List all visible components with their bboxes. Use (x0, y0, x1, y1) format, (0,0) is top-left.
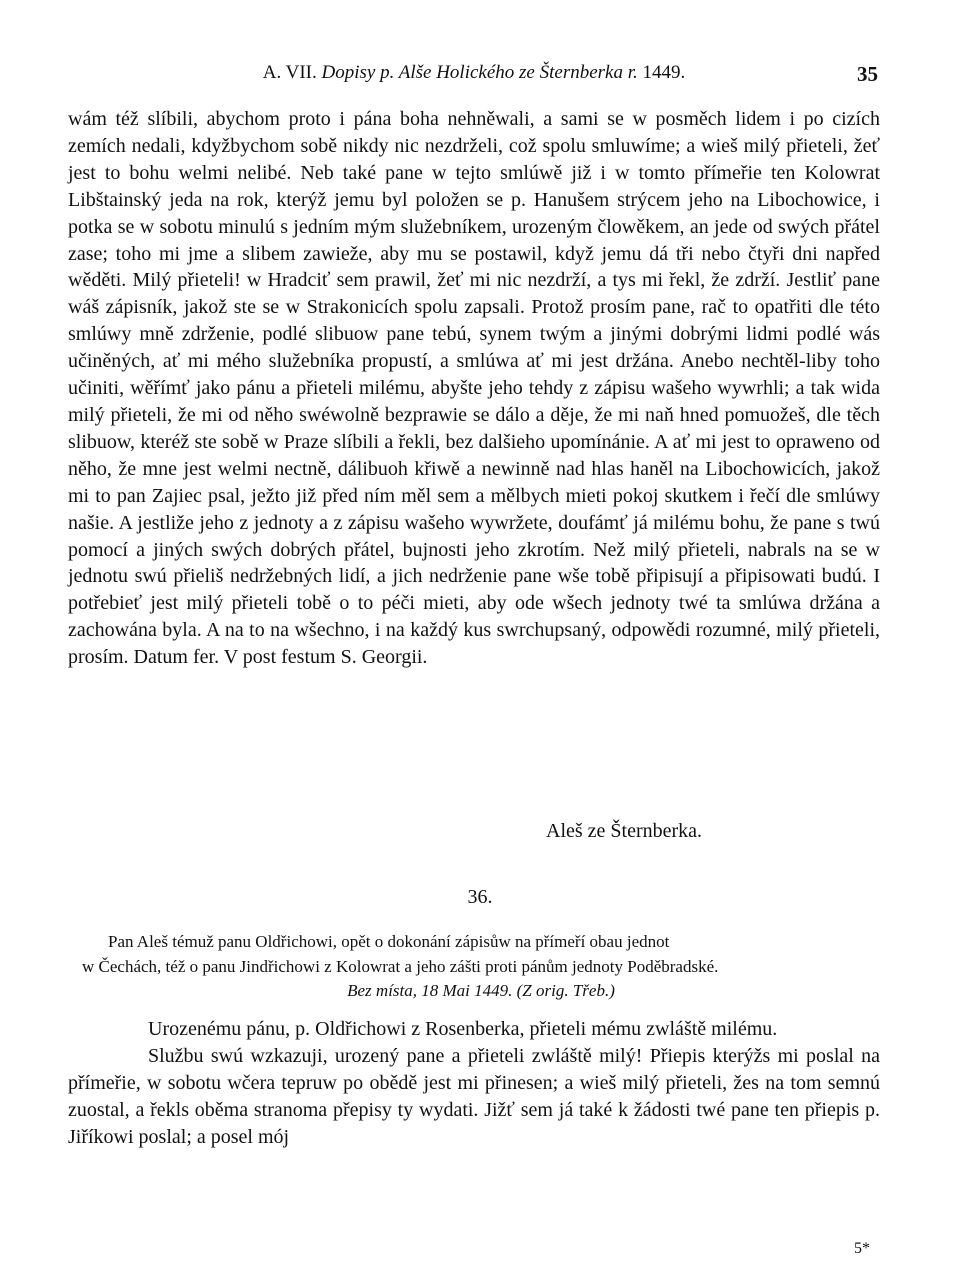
sheet-signature-mark: 5* (854, 1240, 870, 1257)
running-head (68, 62, 880, 92)
running-title-year: 1449. (642, 62, 686, 83)
regest-source: Bez místa, 18 Mai 1449. (Z orig. Třeb.) (347, 981, 615, 1001)
running-title (68, 62, 880, 84)
regest-line-1: Pan Aleš témuž panu Oldřichowi, opět o dokonání zápisůw na přímeří obau jednot (108, 932, 670, 951)
letter-paragraph: Službu swú wzkazuji, urozený pane a přieteli zwláště milý! Přiepis kterýžs mi poslal na přímeřie, w sobotu wčera tepruw po obědě jest mi přinesen; a wieš milý přieteli, žes na tom semnú zuostal, a řekls oběma stranoma přepisy ty wydati. Jižť sem já také k žádosti twé pane ten přiepis p. Jiříkowi poslal; a posel mój (68, 1044, 880, 1148)
page-number: 35 (857, 62, 878, 86)
document-36-body (68, 1016, 880, 1151)
document-number: 36. (467, 886, 493, 908)
running-title-italic: Dopisy p. Alše Holického ze Šternberka r. (321, 62, 638, 83)
previous-letter-paragraph: wám též slíbili, abychom proto i pána boha nehněwali, a sami se w posměch lidem i po cizích zemích nedali, kdyžbychom sobě nikdy nic nezdrželi, což spolu smluwíme; a wieš milý přieteli, žeť jest to bohu welmi nelibé. Neb také pane w tejto smlúwě již i w tomto přímeřie ten Kolowrat Libštainský jeda na rok, kterýž jemu byl položen se p. Hanušem strýcem jeho na Libochowice, i potka se w sobotu minulú s jedním mým služebníkem, urozeným člowěkem, an jede od swých přátel zase; toho mi jme a slibem zawieže, aby mu se postawil, když jemu dá tři nebo čtyři dni napřed wěděti. Milý přieteli! w Hradciť sem prawil, žeť mi nic nezdrží, a tys mi řekl, že zdrží. Jestliť pane wáš zápisník, jakož ste se w Strakonicích spolu zapsali. Protož prosím pane, rač to opatřiti dle této smlúwy mně zdrženie, podlé slibuow pane tebú, synem twým a jinými dobrými lidmi podlé wás učiněných, ať mi mého služebníka propustí, a smlúwa ať mi jest držána. Anebo nechtěl-liby toho učiniti, wěřímť jako pánu a přieteli milému, abyšte jeho tehdy z zápisu wašeho wywrhli; a tak wida milý přieteli, že mi od něho swéwolně bezprawie se dálo a děje, že mi naň hned pomuožeš, dle těch slibuow, kteréž ste sobě w Praze slíbili a řekli, bez dalšieho upomínánie. A ať mi jest to opraweno od něho, že mne jest welmi nectně, dálibuoh křiwě a newinně nad hlas haněl na Libochowicích, jakož mi to pan Zajiec psal, ježto již před ním měl sem a mělbych mieti pokoj skutkem i řečí dle smlúwy našie. A jestliže jeho z jednoty a z zápisu wašeho wywržete, doufámť já milému bohu, že pane s twú pomocí a jiných swých dobrých přátel, bujnosti jeho zkrotím. Než milý přieteli, nabrals na se w jednotu swú přieliš nedržebných lidí, a jich nedrženie pane wše tobě připisují a připisowati budú. I potřebieť jest milý přieteli tobě o to péči mieti, aby ode wšech jednoty twé ta smlúwa držána a zachowána byla. A na to na wšechno, i na každý kus swrchupsaný, odpowědi rozumné, milý přieteli, prosím. Datum fer. V post festum S. Georgii. (68, 108, 880, 669)
previous-letter-signature: Aleš ze Šternberka. (546, 820, 703, 842)
previous-letter-body (68, 106, 880, 671)
regest-line-2: w Čechách, též o panu Jindřichowi z Kolowrat a jeho zášti proti pánům jednoty Poděbradské. (82, 956, 719, 976)
running-title-prefix: A. VII. (262, 62, 317, 83)
document-regest (82, 930, 880, 1004)
letter-salutation: Urozenému pánu, p. Oldřichowi z Rosenberka, přieteli mému zwláště milému. (148, 1018, 778, 1040)
